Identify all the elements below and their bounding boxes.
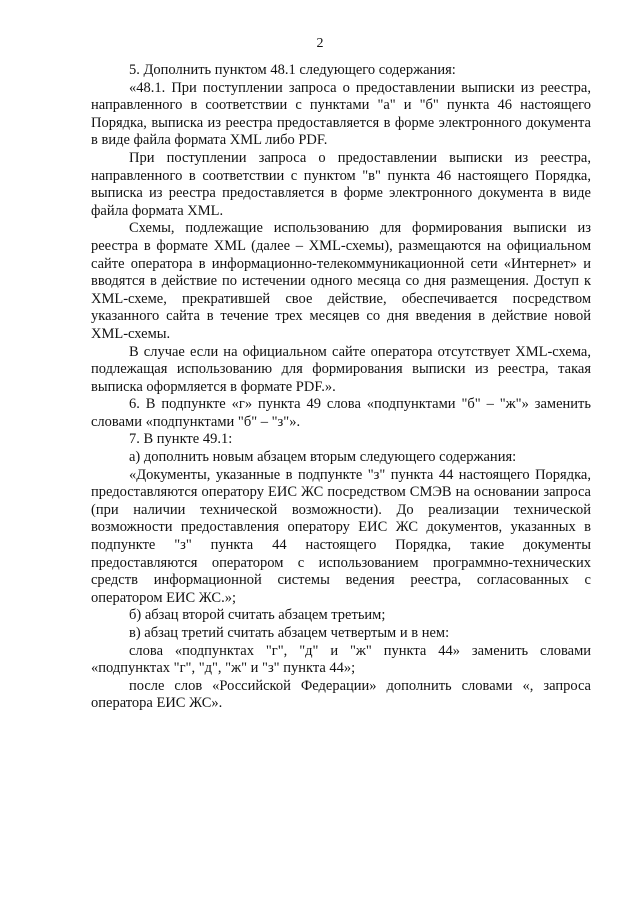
paragraph-item-5: 5. Дополнить пунктом 48.1 следующего содержания: <box>129 62 456 78</box>
paragraph-after-words: после слов «Российской Федерации» дополнить словами «, запроса оператора ЕИС ЖС». <box>91 677 591 712</box>
paragraph-item-6: 6. В подпункте «г» пункта 49 слова «подпунктами "б" – "ж"» заменить словами «подпунктами "б" – "з"». <box>91 396 591 430</box>
paragraph-48-1-pdf-xml: «48.1. При поступлении запроса о предоставлении выписки из реестра, направленного в соответствии с пунктами "а" и "б" пункта 46 настоящего Порядка, выписка из реестра предоставляется в форме электронного документа в виде файла формата XML либо PDF. <box>91 79 591 149</box>
paragraph-subitem-b: б) абзац второй считать абзацем третьим; <box>129 607 386 624</box>
paragraph-item-7: 7. В пункте 49.1: <box>129 431 233 448</box>
page-number: 2 <box>316 36 324 51</box>
paragraph-documents-z: «Документы, указанные в подпункте "з" пункта 44 настоящего Порядка, предоставляются оператору ЕИС ЖС посредством СМЭВ на основании запроса (при наличии технической возможности). До реализации технической возможности предоставления оператору ЕИС ЖС документов, указанных в подпункте "з" пункта 44 настоящего Порядка, такие документы предоставляются оператором с использованием программно-технических средств информационной системы ведения реестра, согласованных с оператором ЕИС ЖС.»; <box>91 466 591 606</box>
paragraph-subitem-v: в) абзац третий считать абзацем четвертым и в нем: <box>129 625 450 641</box>
paragraph-xml-schemas: Схемы, подлежащие использованию для формирования выписки из реестра в формате XML (далее – XML-схемы), размещаются на официальном сайте оператора в информационно-телекоммуникационной сети «Интернет» и вводятся в действие по истечении одного месяца со дня размещения. Доступ к XML-схеме, прекратившей свое действие, обеспечивается посредством указанного сайта в течение трех месяцев со дня введения в действие новой XML-схемы. <box>91 220 591 342</box>
document-body <box>91 62 591 713</box>
paragraph-replace-words: слова «подпунктах "г", "д" и "ж" пункта 44» заменить словами «подпунктах "г", "д", "ж" и "з" пункта 44»; <box>91 642 591 677</box>
paragraph-request-v: При поступлении запроса о предоставлении выписки из реестра, направленного в соответствии с пунктом "в" пункта 46 настоящего Порядка, выписка из реестра предоставляется в форме электронного документа в виде файла формата XML. <box>91 149 591 219</box>
paragraph-subitem-a: а) дополнить новым абзацем вторым следующего содержания: <box>129 449 517 466</box>
paragraph-no-xml-schema: В случае если на официальном сайте оператора отсутствует XML-схема, подлежащая использованию для формирования выписки из реестра, такая выписка оформляется в формате PDF.». <box>91 343 591 395</box>
